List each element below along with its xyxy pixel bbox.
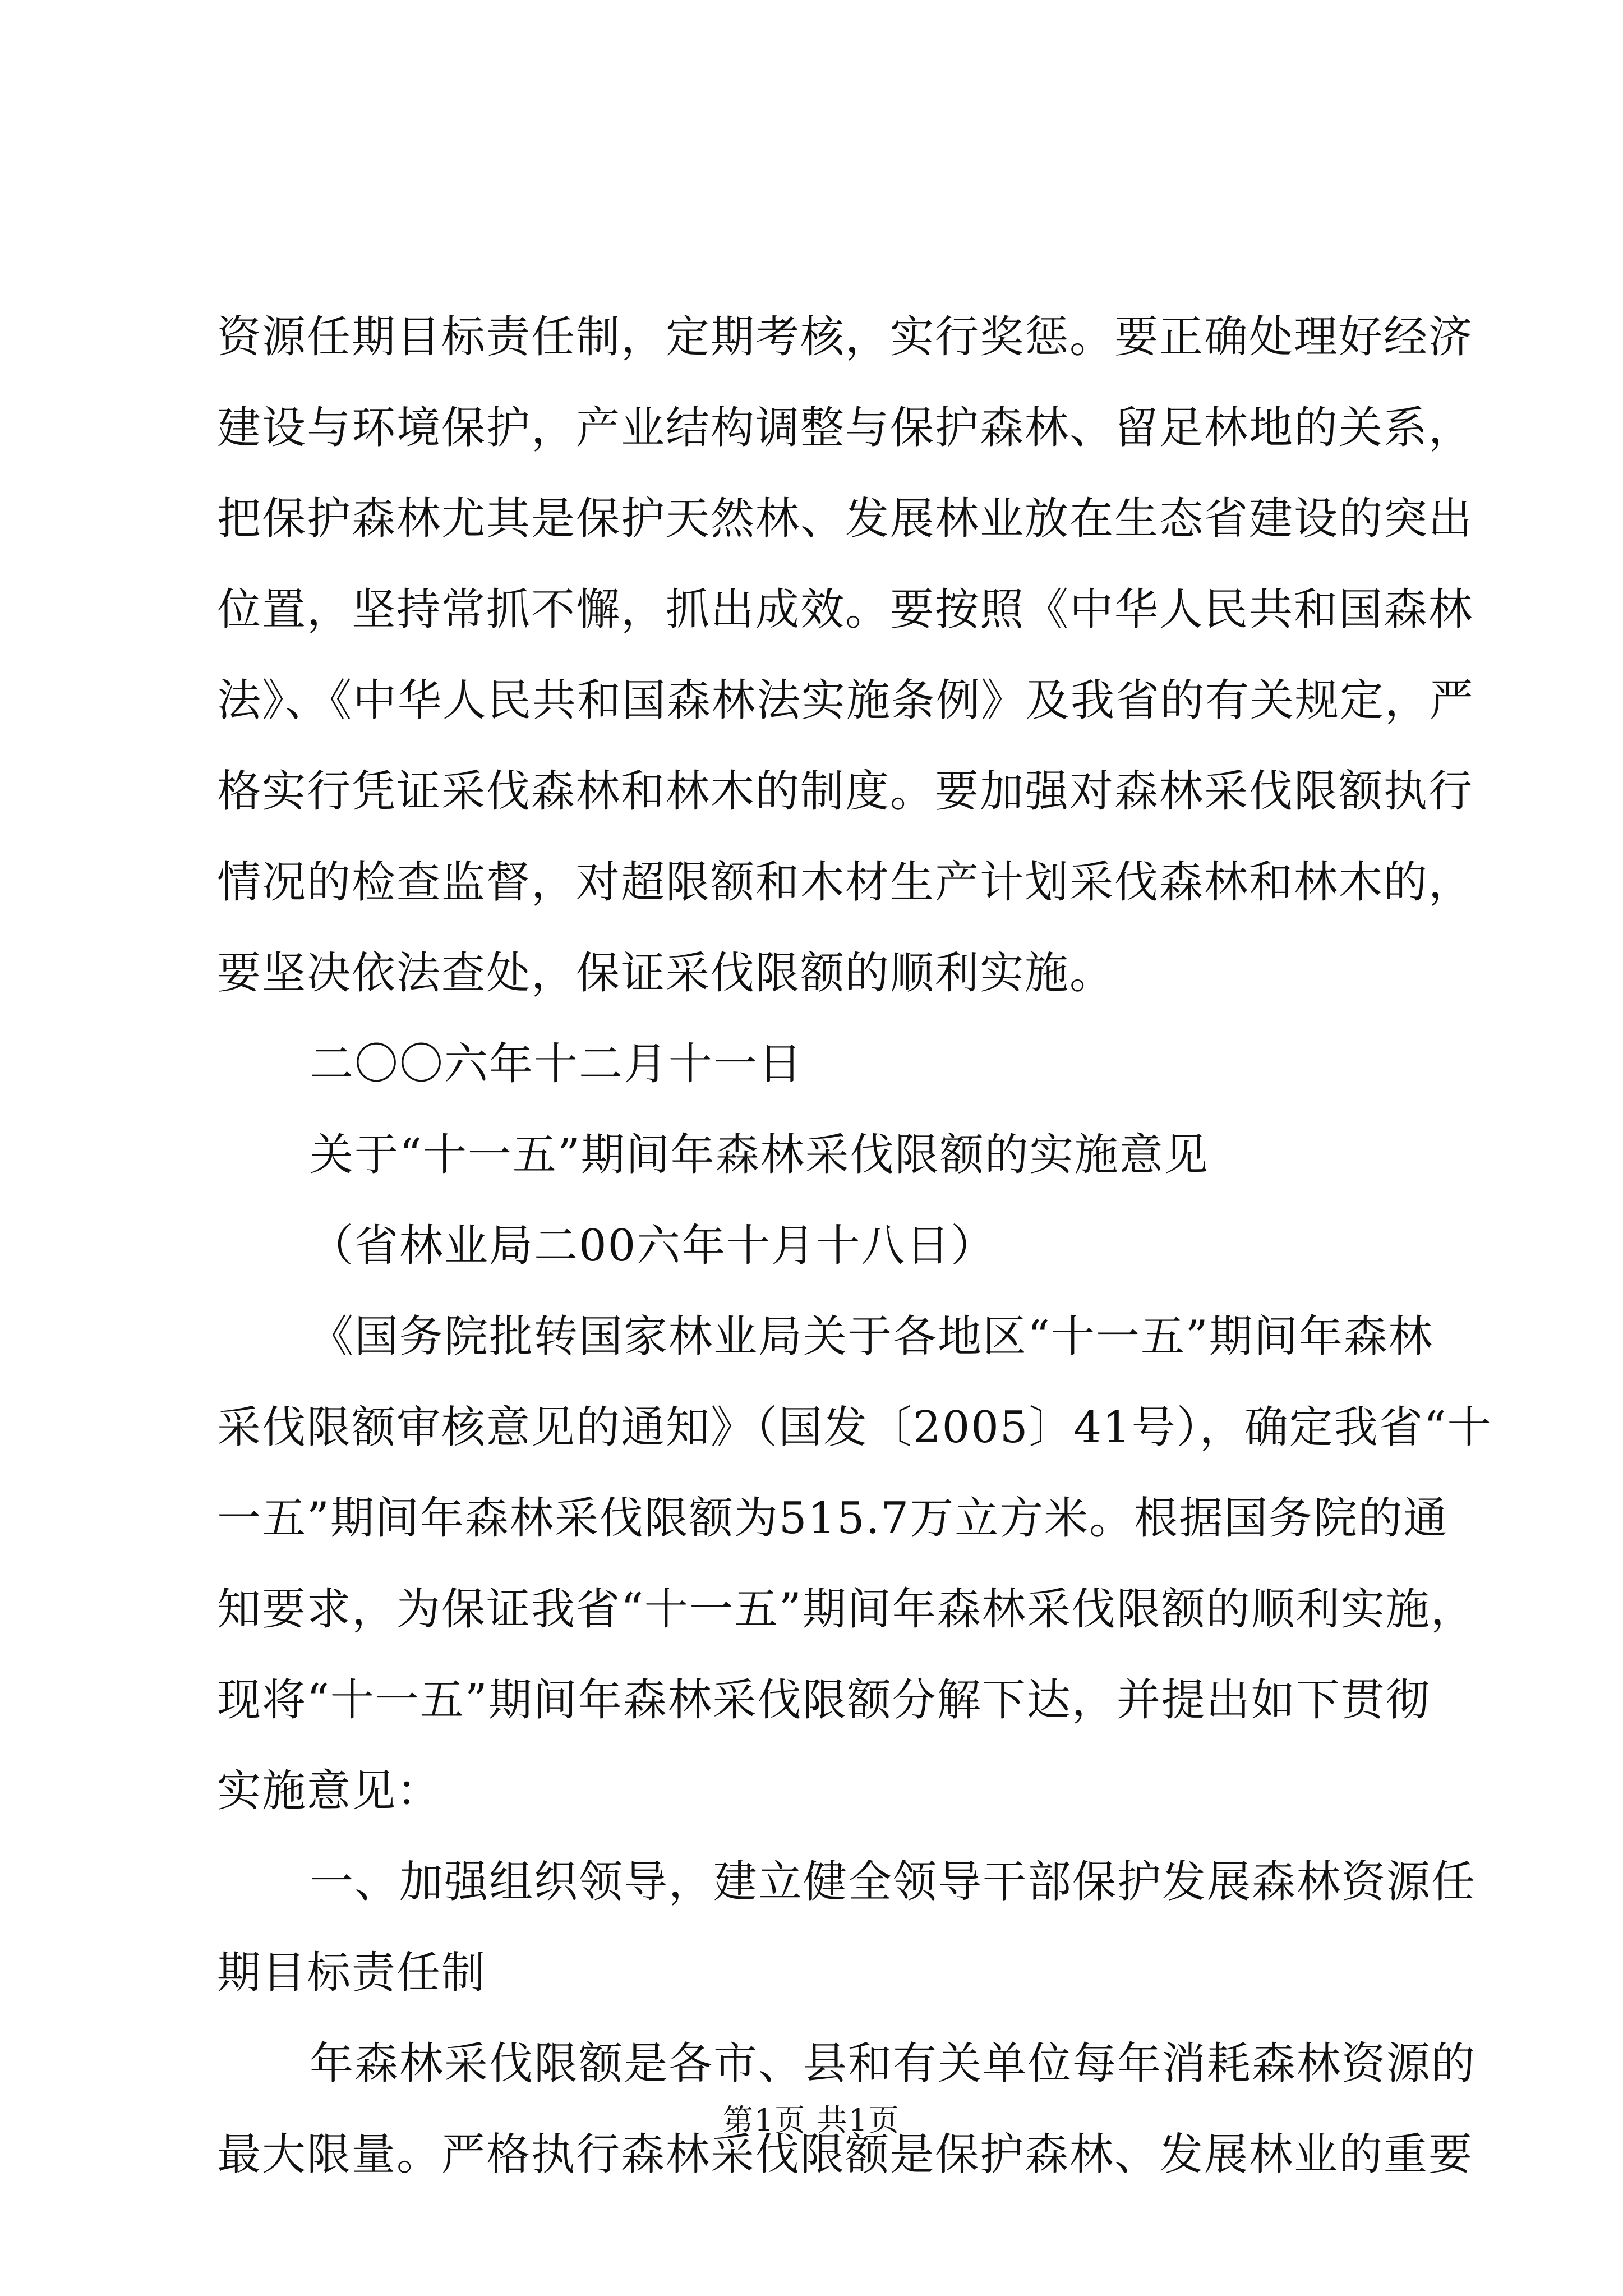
text-line: 一五”期间年森林采伐限额为515.7万立方米。根据国务院的通 [217, 1493, 1449, 1544]
text-line: 《国务院批转国家林业局关于各地区“十一五”期间年森林 [310, 1312, 1433, 1362]
text-line: 要坚决依法查处，保证采伐限额的顺利实施。 [217, 948, 1115, 999]
text-line: 把保护森林尤其是保护天然林、发展林业放在生态省建设的突出 [217, 494, 1474, 544]
text-line: 采伐限额审核意见的通知》（国发〔2005〕41号），确定我省“十 [217, 1402, 1492, 1453]
text-line: 资源任期目标责任制，定期考核，实行奖惩。要正确处理好经济 [217, 312, 1474, 362]
text-line: 实施意见： [217, 1766, 442, 1816]
text-line: 法》、《中华人民共和国森林法实施条例》及我省的有关规定，严 [217, 675, 1475, 726]
section-subtitle: （省林业局二00六年十月十八日） [310, 1221, 996, 1271]
section-title: 关于“十一五”期间年森林采伐限额的实施意见 [310, 1130, 1209, 1180]
text-line: 年森林采伐限额是各市、县和有关单位每年消耗森林资源的 [310, 2039, 1477, 2089]
text-line: 知要求，为保证我省“十一五”期间年森林采伐限额的顺利实施， [217, 1584, 1476, 1635]
text-line: 最大限量。严格执行森林采伐限额是保护森林、发展林业的重要 [217, 2129, 1474, 2180]
heading-line: 一、加强组织领导，建立健全领导干部保护发展森林资源任 [310, 1857, 1477, 1907]
document-date: 二〇〇六年十二月十一日 [310, 1039, 804, 1089]
text-line: 建设与环境保护，产业结构调整与保护森林、留足林地的关系， [217, 403, 1474, 453]
document-body [217, 292, 1492, 2200]
text-line: 位置，坚持常抓不懈，抓出成效。要按照《中华人民共和国森林 [217, 585, 1474, 635]
text-line: 格实行凭证采伐森林和林木的制度。要加强对森林采伐限额执行 [217, 766, 1474, 817]
page-footer: 第1页 共1页 [723, 2102, 900, 2138]
heading-line: 期目标责任制 [217, 1948, 487, 1998]
text-line: 情况的检查监督，对超限额和木材生产计划采伐森林和林木的， [217, 857, 1474, 908]
text-line: 现将“十一五”期间年森林采伐限额分解下达，并提出如下贯彻 [217, 1675, 1431, 1726]
